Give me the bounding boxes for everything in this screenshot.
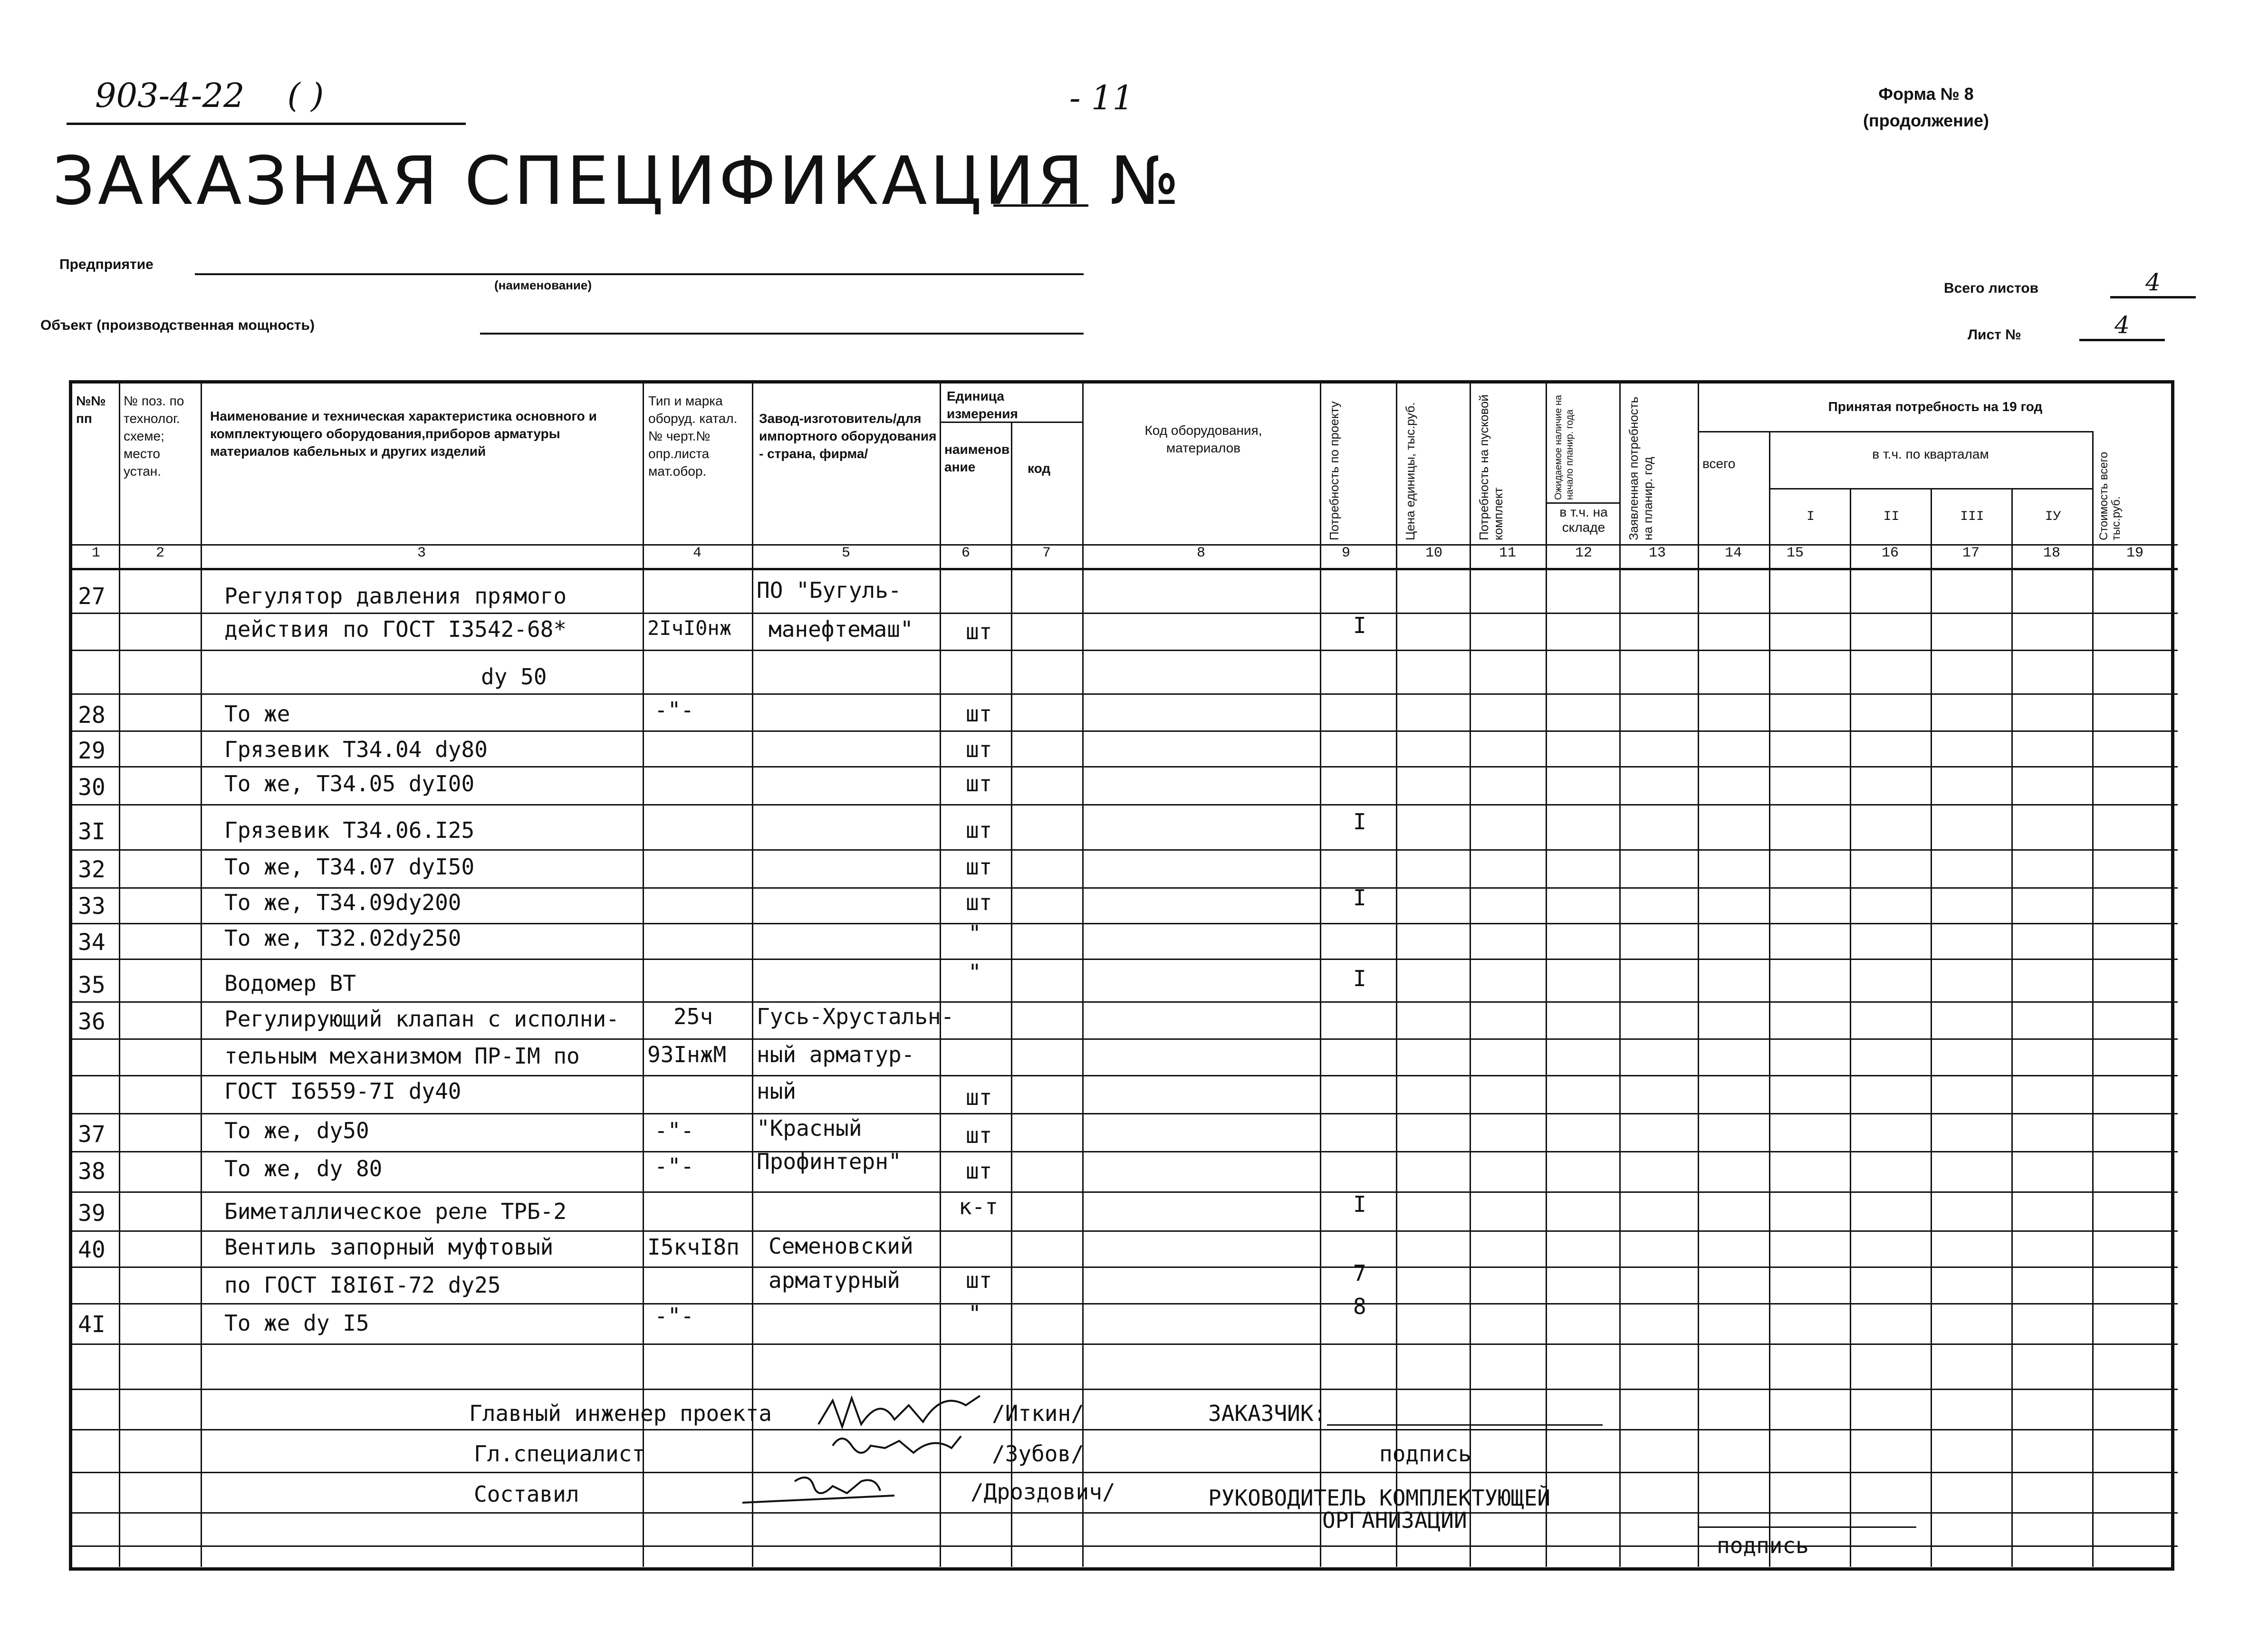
unit: " [968, 1301, 981, 1326]
col-divider [1769, 431, 1770, 1567]
row-number: 36 [78, 1008, 106, 1035]
header-col14: всего [1702, 456, 1736, 471]
header-col5: Завод-изготовитель/для импортного оборудования - страна, фирма/ [759, 411, 937, 461]
row-line [72, 1389, 2178, 1390]
item-name: ГОСТ I6559-7I dу40 [224, 1078, 461, 1104]
row-number: 32 [78, 856, 106, 883]
type-mark: -"- [654, 1153, 694, 1179]
item-name: То же, dу 80 [224, 1156, 383, 1181]
item-name: То же, dу50 [224, 1118, 369, 1143]
manufacturer: Семеновский [769, 1233, 913, 1259]
specification-table [69, 380, 2174, 1571]
header-col6: наименование [944, 442, 1010, 474]
column-number: 17 [1962, 545, 1980, 561]
header-divider [1769, 488, 2092, 489]
unit: шт [966, 1084, 992, 1110]
header-col17: III [1960, 509, 1984, 524]
enterprise-field-line [195, 273, 1084, 275]
item-name: Регулирующий клапан с исполни- [224, 1006, 619, 1032]
column-number: 13 [1648, 545, 1666, 561]
header-col4: Тип и марка оборуд. катал.№ черт.№ опр.листа мат.обор. [648, 393, 738, 479]
column-number: 16 [1881, 545, 1899, 561]
form-number-label: Форма № 8 [1878, 84, 1974, 104]
type-mark: 25ч [673, 1004, 713, 1029]
row-line [72, 1230, 2178, 1232]
need-quantity: 8 [1353, 1294, 1366, 1319]
unit: к-т [959, 1194, 999, 1219]
manufacturer: ный арматур- [757, 1042, 915, 1067]
compiler-label: Составил [474, 1481, 579, 1507]
row-line [72, 959, 2178, 960]
row-line [72, 923, 2178, 924]
header-divider [1698, 431, 2092, 432]
unit: шт [966, 701, 992, 727]
item-name: Грязевик Т34.06.I25 [224, 817, 475, 843]
header-col11: Потребность на пусковой комплект [1477, 394, 1505, 540]
customer-signature-line [1327, 1424, 1603, 1426]
type-mark: 2IчI0нж [647, 616, 732, 640]
unit: шт [966, 737, 992, 762]
row-number: 3I [78, 818, 106, 845]
row-line [72, 887, 2178, 889]
header-col15: I [1807, 509, 1815, 524]
row-line [72, 766, 2178, 767]
row-number: 33 [78, 893, 106, 920]
column-number: 14 [1724, 545, 1742, 561]
specialist-signature [823, 1427, 966, 1469]
unit: шт [966, 619, 992, 644]
row-number: 34 [78, 929, 106, 956]
column-number: 9 [1341, 545, 1350, 561]
need-quantity: I [1353, 613, 1366, 638]
customer-label: ЗАКАЗЧИК: [1208, 1401, 1327, 1426]
manufacturer: Профинтерн" [757, 1149, 902, 1174]
specialist-label: Гл.специалист [474, 1441, 645, 1467]
row-number: 38 [78, 1158, 106, 1185]
supplier-signature-caption: подпись [1717, 1533, 1809, 1558]
title-number-blank [993, 204, 1088, 207]
type-mark: -"- [654, 1118, 694, 1143]
column-number: 1 [91, 545, 100, 561]
row-line [72, 1303, 2178, 1305]
column-number: 6 [961, 545, 970, 561]
need-quantity: I [1353, 1191, 1366, 1217]
document-code-paren: ( ) [287, 76, 324, 115]
supplier-signature-line [1698, 1526, 1916, 1528]
need-quantity: 7 [1353, 1260, 1366, 1286]
row-line [72, 693, 2178, 695]
row-line [72, 1075, 2178, 1076]
header-accepted-need: Принятая потребность на 19 год [1828, 399, 2043, 414]
unit: шт [966, 1267, 992, 1293]
object-label: Объект (производственная мощность) [40, 317, 315, 333]
document-code-underline [67, 123, 466, 125]
need-quantity: I [1353, 809, 1366, 835]
row-line [72, 804, 2178, 806]
supplier-head-label: РУКОВОДИТЕЛЬ КОМПЛЕКТУЮЩЕЙ [1208, 1485, 1551, 1511]
total-sheets-value: 4 [2110, 269, 2196, 298]
type-mark: -"- [654, 1303, 694, 1329]
page-title: ЗАКАЗНАЯ СПЕЦИФИКАЦИЯ № [52, 143, 1182, 220]
header-divider [72, 544, 2178, 546]
manufacturer: "Красный [757, 1115, 862, 1141]
type-mark: -"- [654, 697, 694, 723]
specialist-name: /Зубов/ [992, 1441, 1084, 1467]
item-name: действия по ГОСТ I3542-68* [224, 616, 567, 642]
type-mark: 93IнжМ [647, 1042, 727, 1067]
header-col10: Цена единицы, тыс.руб. [1403, 402, 1417, 540]
sheet-number-label: Лист № [1968, 327, 2021, 343]
form-continuation-note: (продолжение) [1863, 111, 1989, 130]
item-name: То же [224, 701, 290, 727]
row-number: 28 [78, 702, 106, 729]
row-number: 35 [78, 972, 106, 998]
item-name: То же dу I5 [224, 1310, 369, 1336]
manufacturer: ный [757, 1078, 797, 1104]
item-name: Грязевик Т34.04 dу80 [224, 737, 488, 762]
column-number: 10 [1425, 545, 1442, 561]
item-name: Регулятор давления прямого [224, 583, 567, 609]
supplier-org-label: ОРГАНИЗАЦИИ [1322, 1507, 1467, 1533]
row-number: 40 [78, 1237, 106, 1263]
form-number [1863, 81, 1989, 134]
unit: " [968, 959, 981, 985]
need-quantity: I [1353, 885, 1366, 911]
row-line [72, 849, 2178, 851]
compiler-signature [738, 1467, 899, 1510]
header-col2: № поз. по технолог. схеме; место устан. [124, 393, 184, 479]
compiler-name: /Дроздович/ [971, 1479, 1115, 1505]
header-divider [72, 568, 2178, 570]
unit: шт [966, 771, 992, 796]
need-quantity: I [1353, 966, 1366, 991]
item-name: Водомер ВТ [224, 970, 356, 996]
column-number: 3 [417, 545, 426, 561]
chief-engineer-name: /Иткин/ [992, 1401, 1084, 1426]
enterprise-label: Предприятие [59, 257, 154, 272]
total-sheets-label: Всего листов [1944, 280, 2039, 296]
row-number: 37 [78, 1121, 106, 1148]
item-name: То же, Т32.02dу250 [224, 925, 461, 951]
manufacturer: арматурный [769, 1267, 900, 1293]
row-number: 39 [78, 1200, 106, 1227]
row-line [72, 1545, 2178, 1547]
header-col3: Наименование и техническая характеристика основного и комплектующего оборудования,приборов арматуры материалов кабельных и других изделий [210, 409, 597, 459]
header-col13: Заявленная потребность на планир. год [1626, 396, 1655, 540]
header-col8: Код оборудования, материалов [1144, 423, 1262, 455]
item-name: Вентиль запорный муфтовый [224, 1234, 554, 1260]
column-number: 4 [692, 545, 702, 561]
col-divider [2092, 431, 2094, 1567]
manufacturer: манефтемаш" [769, 616, 913, 642]
item-name: То же, Т34.05 dуI00 [224, 771, 475, 796]
header-col12-stock: в т.ч. на складе [1559, 505, 1608, 535]
enterprise-caption: (наименование) [494, 278, 592, 292]
column-number: 11 [1499, 545, 1516, 561]
row-line [72, 1512, 2178, 1514]
document-code [95, 76, 324, 115]
row-line [72, 730, 2178, 732]
column-number: 18 [2043, 545, 2060, 561]
sheet-number-value: 4 [2079, 311, 2165, 341]
row-number: 4I [78, 1311, 106, 1338]
item-name: dу 50 [481, 664, 547, 690]
item-name: по ГОСТ I8I6I-72 dу25 [224, 1272, 501, 1298]
row-number: 27 [78, 583, 106, 610]
column-number: 2 [155, 545, 164, 561]
unit: шт [966, 1158, 992, 1184]
item-name: То же, Т34.07 dуI50 [224, 854, 475, 880]
column-number: 8 [1196, 545, 1205, 561]
header-col12: Ожидаемое наличие на начало планир. года [1553, 394, 1575, 500]
row-line [72, 613, 2178, 614]
manufacturer: ПО "Бугуль- [757, 577, 902, 603]
header-col9: Потребность по проекту [1327, 401, 1341, 540]
row-line [72, 1343, 2178, 1345]
row-line [72, 1266, 2178, 1268]
chief-engineer-label: Главный инженер проекта [469, 1401, 772, 1426]
item-name: То же, Т34.09dу200 [224, 890, 461, 915]
header-col18: IУ [2045, 509, 2061, 524]
manufacturer: Гусь-Хрустальн- [757, 1004, 954, 1029]
unit: шт [966, 817, 992, 843]
row-line [72, 1151, 2178, 1152]
col-divider [1011, 422, 1012, 1567]
row-line [72, 1429, 2178, 1430]
unit: " [968, 921, 981, 946]
page-number: - 11 [1069, 78, 1134, 117]
item-name: тельным механизмом ПР-IМ по [224, 1043, 580, 1069]
row-line [72, 1472, 2178, 1473]
row-line [72, 1113, 2178, 1114]
header-col16: II [1883, 509, 1900, 524]
header-quarters: в т.ч. по кварталам [1872, 447, 1989, 461]
column-number: 5 [841, 545, 850, 561]
document-code-value: 903-4-22 [95, 76, 245, 115]
customer-signature-caption: подпись [1379, 1441, 1471, 1467]
column-number: 19 [2126, 545, 2143, 561]
column-number: 15 [1786, 545, 1804, 561]
unit: шт [966, 890, 992, 915]
row-line [72, 1038, 2178, 1040]
header-divider [1546, 502, 1619, 504]
column-number: 12 [1575, 545, 1592, 561]
row-number: 29 [78, 738, 106, 764]
header-unit-group: Единица измерения [947, 389, 1018, 421]
unit: шт [966, 854, 992, 880]
unit: шт [966, 1122, 992, 1148]
row-line [72, 1191, 2178, 1193]
header-col7: код [1028, 461, 1051, 476]
header-col19: Стоимость всего тыс.руб. [2097, 451, 2123, 540]
type-mark: I5кчI8п [647, 1234, 740, 1260]
row-line [72, 650, 2178, 651]
header-col1: №№ пп [76, 393, 106, 426]
column-number: 7 [1042, 545, 1051, 561]
row-line [72, 1001, 2178, 1003]
object-field-line [480, 333, 1084, 335]
row-number: 30 [78, 774, 106, 801]
item-name: Биметаллическое реле ТРБ-2 [224, 1199, 567, 1224]
